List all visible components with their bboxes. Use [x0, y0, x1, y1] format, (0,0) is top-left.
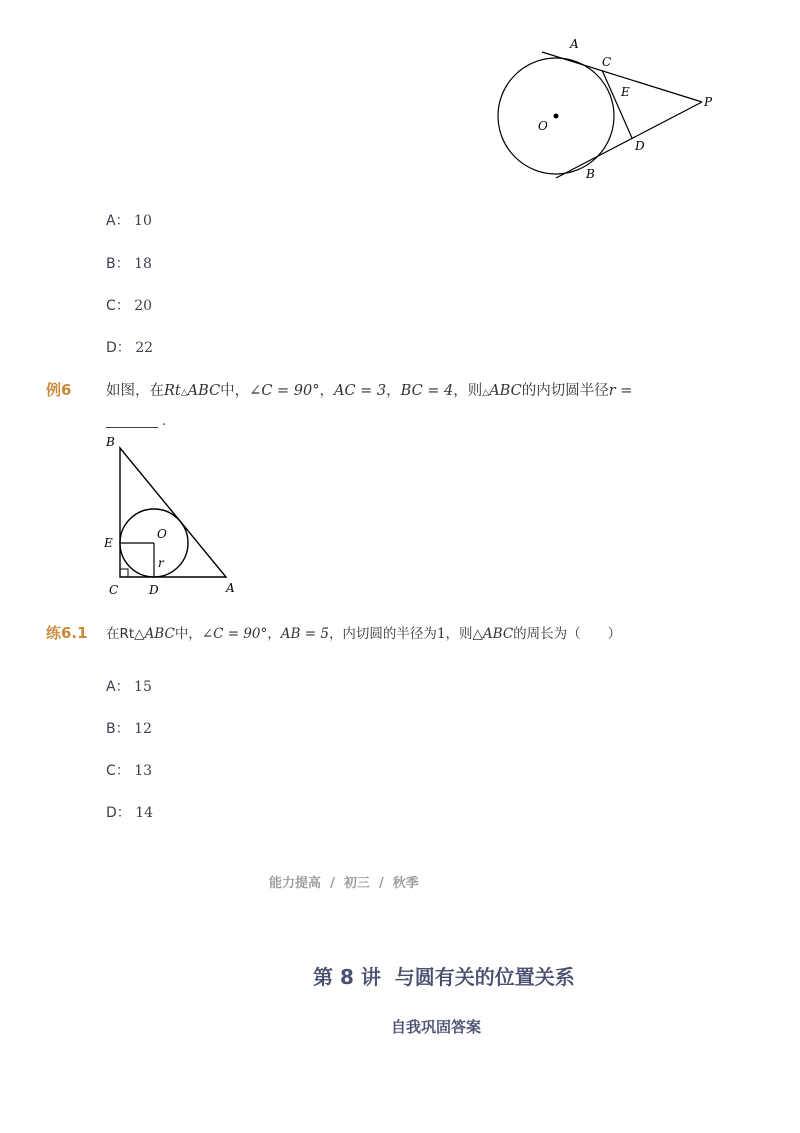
- q1-option-c[interactable]: C： 20: [106, 298, 153, 314]
- label-b: B: [586, 167, 595, 181]
- lecture-title: 第 8 讲 与圆有关的位置关系: [313, 965, 575, 989]
- example-6-blank[interactable]: ________ .: [106, 414, 167, 429]
- label-p: P: [704, 95, 713, 109]
- figure-circle-tangents: [480, 30, 730, 190]
- page-footer: 能力提高 / 初三 / 秋季: [269, 876, 419, 891]
- label-e: E: [621, 85, 630, 99]
- q1-option-d[interactable]: D： 22: [106, 340, 154, 356]
- q2-option-a[interactable]: A： 15: [106, 679, 152, 695]
- section-title: 自我巩固答案: [391, 1018, 482, 1036]
- q2-option-c[interactable]: C： 13: [106, 763, 153, 779]
- label-a: A: [570, 37, 579, 51]
- example-6-text: 如图，在Rt△ABC中，∠C = 90°，AC = 3，BC = 4，则△ABC的内切圆半径r =: [106, 383, 633, 399]
- label-a: A: [226, 581, 235, 595]
- label-c: C: [602, 55, 612, 69]
- example-6-label: 例6: [46, 381, 72, 399]
- tangent-cd: [602, 70, 632, 138]
- triangle-abc: [120, 448, 226, 577]
- label-d: D: [149, 583, 159, 597]
- practice-6-1-label: 练6.1: [46, 624, 88, 642]
- figure-right-triangle-incircle: [100, 432, 250, 602]
- label-r: r: [158, 556, 164, 570]
- q1-option-b[interactable]: B： 18: [106, 256, 152, 272]
- label-e: E: [104, 536, 113, 550]
- center-o-dot: [554, 114, 559, 119]
- q2-option-d[interactable]: D： 14: [106, 805, 154, 821]
- q2-option-b[interactable]: B： 12: [106, 721, 152, 737]
- label-c: C: [109, 583, 119, 597]
- right-angle-mark: [120, 569, 128, 577]
- label-o: O: [538, 119, 548, 133]
- q1-option-a[interactable]: A： 10: [106, 213, 152, 229]
- tangent-pb: [556, 102, 702, 178]
- label-b: B: [106, 435, 115, 449]
- label-d: D: [635, 139, 645, 153]
- practice-6-1-text: 在Rt△ABC中，∠C = 90°，AB = 5，内切圆的半径为1，则△ABC的周长为（ ）: [106, 626, 622, 642]
- label-o: O: [157, 527, 167, 541]
